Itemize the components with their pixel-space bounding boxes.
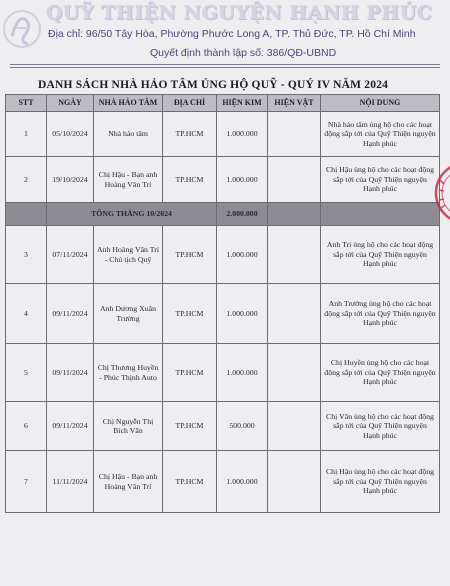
cell-stt: 5 <box>6 344 47 402</box>
cell-content: Chị Hậu ủng hộ cho các hoạt động sắp tới của Quỹ Thiện nguyện Hạnh phúc <box>321 157 440 203</box>
col-header-address: ĐỊA CHỈ <box>163 95 217 112</box>
cell-date: 09/11/2024 <box>47 402 94 451</box>
cell-cash: 1.000.000 <box>217 284 268 344</box>
cell-address: TP.HCM <box>163 226 217 284</box>
cell-cash: 1.000.000 <box>217 344 268 402</box>
col-header-cash: HIỆN KIM <box>217 95 268 112</box>
cell-address: TP.HCM <box>163 451 217 513</box>
cell-cash: 500.000 <box>217 402 268 451</box>
header-divider <box>10 64 440 65</box>
org-address: Địa chỉ: 96/50 Tây Hòa, Phường Phước Long A, TP. Thủ Đức, TP. Hồ Chí Minh <box>48 28 416 40</box>
cell-date: 09/11/2024 <box>47 284 94 344</box>
subtotal-row <box>6 203 440 226</box>
cell-content: Anh Trí ủng hộ cho các hoạt động sắp tới của Quỹ Thiện nguyện Hạnh phúc <box>321 226 440 284</box>
cell-cash: 1.000.000 <box>217 112 268 157</box>
cell-donor: Chị Hậu - Bạn anh Hoàng Văn Trí <box>94 157 163 203</box>
cell-date: 11/11/2024 <box>47 451 94 513</box>
subtotal-cash: 2.000.000 <box>217 203 268 226</box>
cell-date: 09/11/2024 <box>47 344 94 402</box>
col-header-content: NỘI DUNG <box>321 95 440 112</box>
subtotal-label: TỔNG THÁNG 10/2024 <box>47 203 217 226</box>
cell-stt: 6 <box>6 402 47 451</box>
cell-date: 19/10/2024 <box>47 157 94 203</box>
org-name: QUỸ THIỆN NGUYỆN HẠNH PHÚC <box>46 2 433 24</box>
cell-stt: 1 <box>6 112 47 157</box>
cell-cash: 1.000.000 <box>217 226 268 284</box>
cell-date: 05/10/2024 <box>47 112 94 157</box>
col-header-stt: STT <box>6 95 47 112</box>
cell-address: TP.HCM <box>163 157 217 203</box>
col-header-goods: HIỆN VẬT <box>268 95 321 112</box>
cell-goods <box>268 226 321 284</box>
table-row <box>6 344 440 402</box>
cell-address: TP.HCM <box>163 344 217 402</box>
cell-donor: Nhà hảo tâm <box>94 112 163 157</box>
cell-donor: Anh Hoàng Văn Trí - Chủ tịch Quỹ <box>94 226 163 284</box>
donor-table <box>5 94 440 513</box>
document-title: DANH SÁCH NHÀ HẢO TÂM ỦNG HỘ QUỸ - QUÝ IV NĂM 2024 <box>38 79 389 91</box>
table-row <box>6 226 440 284</box>
table-header-row <box>6 95 440 112</box>
table-row <box>6 284 440 344</box>
cell-donor: Chị Thương Huyền - Phúc Thịnh Auto <box>94 344 163 402</box>
cell-content: Nhà hảo tâm ủng hộ cho các hoạt động sắp tới của Quỹ Thiện nguyện Hạnh phúc <box>321 112 440 157</box>
col-header-date: NGÀY <box>47 95 94 112</box>
cell-goods <box>268 344 321 402</box>
cell-goods <box>268 284 321 344</box>
cell-content: Chị Vân ủng hộ cho các hoạt động sắp tới của Quỹ Thiện nguyện Hạnh phúc <box>321 402 440 451</box>
decision-number: Quyết định thành lập số: 386/QĐ-UBND <box>150 47 337 59</box>
cell-address: TP.HCM <box>163 402 217 451</box>
cell-cash: 1.000.000 <box>217 157 268 203</box>
cell-goods <box>268 402 321 451</box>
cell-donor: Anh Dương Xuân Trường <box>94 284 163 344</box>
table-row <box>6 157 440 203</box>
cell-address: TP.HCM <box>163 284 217 344</box>
cell-goods <box>268 157 321 203</box>
cell-donor: Chị Nguyễn Thị Bích Vân <box>94 402 163 451</box>
cell-donor: Chị Hậu - Bạn anh Hoàng Văn Trí <box>94 451 163 513</box>
cell-content: Chị Huyền ủng hộ cho các hoạt động sắp tới của Quỹ Thiện nguyện Hạnh phúc <box>321 344 440 402</box>
cell-date: 07/11/2024 <box>47 226 94 284</box>
cell-stt: 3 <box>6 226 47 284</box>
cell-goods <box>268 112 321 157</box>
col-header-donor: NHÀ HẢO TÂM <box>94 95 163 112</box>
table-row <box>6 402 440 451</box>
cell-stt: 7 <box>6 451 47 513</box>
red-seal-stamp <box>432 158 450 228</box>
cell-stt: 2 <box>6 157 47 203</box>
cell-stt: 4 <box>6 284 47 344</box>
cell-content: Anh Trường ủng hộ cho các hoạt động sắp tới của Quỹ Thiện nguyện Hạnh phúc <box>321 284 440 344</box>
table-row <box>6 112 440 157</box>
cell-content: Chị Hậu ủng hộ cho các hoạt động sắp tới của Quỹ Thiện nguyện Hạnh phúc <box>321 451 440 513</box>
fund-logo-icon <box>2 6 42 52</box>
header-divider <box>10 67 440 68</box>
table-row <box>6 451 440 513</box>
cell-address: TP.HCM <box>163 112 217 157</box>
cell-cash: 1.000.000 <box>217 451 268 513</box>
cell-goods <box>268 451 321 513</box>
